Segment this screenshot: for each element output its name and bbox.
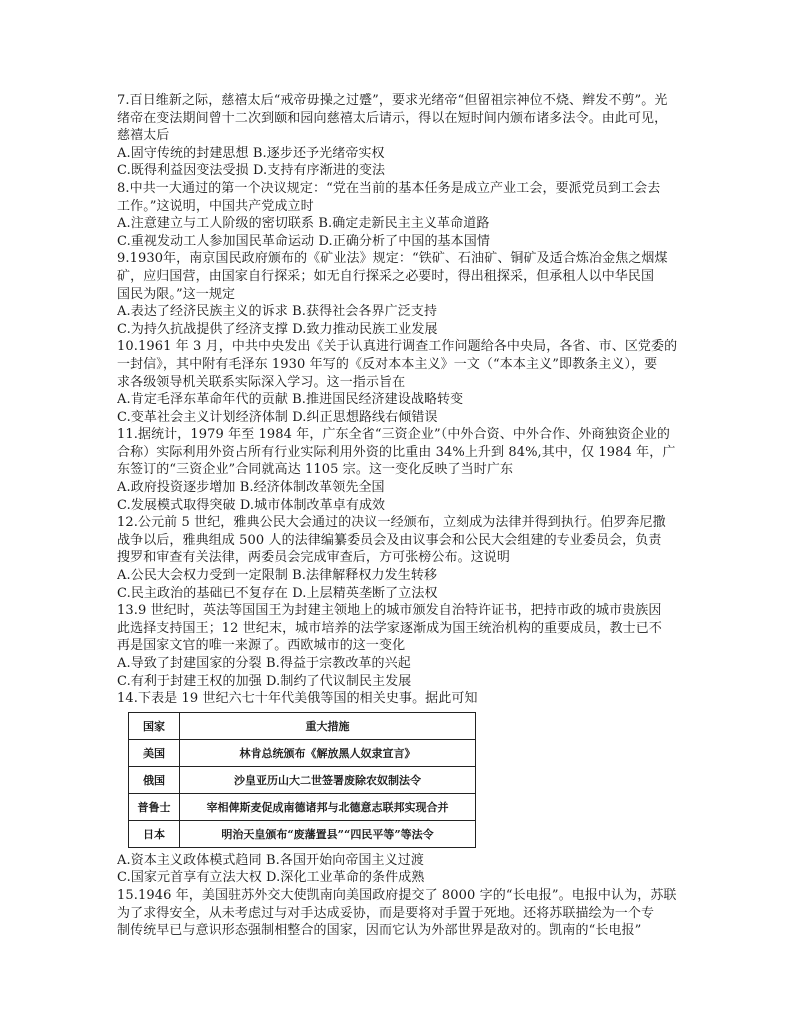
text-line: 9.1930年，南京国民政府颁布的《矿业法》规定：“铁矿、石油矿、铜矿及适合炼冶金焦之烟煤 bbox=[117, 251, 668, 267]
text-line: 14.下表是 19 世纪六七十年代美俄等国的相关史事。据此可知 bbox=[117, 691, 478, 707]
table-cell-measure: 宰相俾斯麦促成南德诸邦与北德意志联邦实现合并 bbox=[180, 793, 476, 820]
text-line: 国民为限。”这一规定 bbox=[117, 286, 236, 302]
table-cell-measure: 林肯总统颁布《解放黑人奴隶宣言》 bbox=[180, 739, 476, 766]
text-line: C.重视发动工人参加国民革命运动 D.正确分析了中国的基本国情 bbox=[117, 233, 490, 249]
questions-before-table bbox=[117, 92, 677, 708]
exam-page bbox=[117, 92, 677, 940]
text-line: 12.公元前 5 世纪，雅典公民大会通过的决议一经颁布，立刻成为法律并得到执行。伯罗奔尼撒 bbox=[117, 515, 666, 531]
text-line: C.有利于封建王权的加强 D.制约了代议制民主发展 bbox=[117, 673, 412, 689]
table-row bbox=[129, 820, 476, 847]
table-row bbox=[129, 766, 476, 793]
text-line: C.为持久抗战提供了经济支撑 D.致力推动民族工业发展 bbox=[117, 321, 438, 337]
text-line: 13.9 世纪时，英法等国国王为封建主领地上的城市颁发自治特许证书，把持市政的城市贵族因 bbox=[117, 603, 662, 619]
text-line: 15.1946 年，美国驻苏外交大使凯南向美国政府提交了 8000 字的“长电报”。电报中认为，苏联 bbox=[117, 887, 677, 903]
table-cell-country: 普鲁士 bbox=[129, 793, 180, 820]
text-line: 合称）实际利用外资占所有行业实际利用外资的比重由 34%上升到 84%,其中，仅 1984 年，广 bbox=[117, 444, 676, 460]
questions-after-table bbox=[117, 852, 677, 940]
table-cell-country: 日本 bbox=[129, 820, 180, 847]
text-line: C.既得利益因变法受损 D.支持有序渐进的变法 bbox=[117, 163, 386, 179]
text-line: 7.百日维新之际，慈禧太后“戒帝毋操之过蹙”，要求光绪帝“但留祖宗神位不烧、辫发不剪”。光 bbox=[117, 93, 668, 108]
text-line: 慈禧太后 bbox=[117, 128, 170, 144]
text-line: 10.1961 年 3 月，中共中央发出《关于认真进行调查工作问题给各中央局，各省、市、区党委的 bbox=[117, 339, 677, 355]
text-line: C.民主政治的基础已不复存在 D.上层精英垄断了立法权 bbox=[117, 585, 438, 601]
text-line: 一封信》，其中附有毛泽东 1930 年写的《反对本本主义》一文（“本本主义”即教条主义），要 bbox=[117, 356, 658, 372]
table-cell-country: 美国 bbox=[129, 739, 180, 766]
table-row bbox=[129, 793, 476, 820]
text-line: 再是国家文官的唯一来源了。西欧城市的这一变化 bbox=[117, 638, 406, 654]
text-line: C.变革社会主义计划经济体制 D.纠正思想路线右倾错误 bbox=[117, 409, 438, 425]
text-line: 此选择支持国王；12 世纪末，城市培养的法学家逐渐成为国王统治机构的重要成员，教士已不 bbox=[117, 620, 662, 636]
table-row bbox=[129, 739, 476, 766]
text-line: A.表达了经济民族主义的诉求 B.获得社会各界广泛支持 bbox=[117, 304, 438, 320]
text-line: A.肯定毛泽东革命年代的贡献 B.推进国民经济建设战略转变 bbox=[117, 392, 464, 408]
text-line: A.政府投资逐步增加 B.经济体制改革领先全国 bbox=[117, 480, 385, 496]
table-header-measure: 重大措施 bbox=[180, 712, 476, 739]
text-line: 为了求得安全，从未考虑过与对手达成妥协，而是要将对手置于死地。还将苏联描绘为一个专 bbox=[117, 905, 655, 921]
text-line: C.国家元首享有立法大权 D.深化工业革命的条件成熟 bbox=[117, 870, 425, 886]
table-header-row bbox=[129, 712, 476, 739]
text-line: 制传统早已与意识形态强制相整合的国家，因而它认为外部世界是敌对的。凯南的“长电报” bbox=[117, 923, 642, 939]
text-line: 工作。”这说明，中国共产党成立时 bbox=[117, 198, 314, 214]
history-table bbox=[128, 712, 476, 848]
text-line: 战争以后，雅典组成 500 人的法律编纂委员会及由议事会和公民大会组建的专业委员会，负责 bbox=[117, 532, 662, 548]
text-line: 8.中共一大通过的第一个决议规定：“党在当前的基本任务是成立产业工会，要派党员到工会去 bbox=[117, 180, 661, 196]
text-line: A.资本主义政体模式趋同 B.各国开始向帝国主义过渡 bbox=[117, 852, 424, 868]
text-line: A.注意建立与工人阶级的密切联系 B.确定走新民主主义革命道路 bbox=[117, 216, 490, 232]
table-header-country: 国家 bbox=[129, 712, 180, 739]
text-line: A.公民大会权力受到一定限制 B.法律解释权力发生转移 bbox=[117, 568, 438, 584]
table-cell-measure: 明治天皇颁布“废藩置县”“四民平等”等法令 bbox=[180, 820, 476, 847]
table-cell-country: 俄国 bbox=[129, 766, 180, 793]
text-line: 绪帝在变法期间曾十二次到颐和园向慈禧太后请示，得以在短时间内颁布诸多法令。由此可见， bbox=[117, 110, 668, 126]
text-line: 求各级领导机关联系实际深入学习。这一指示旨在 bbox=[117, 374, 406, 390]
text-line: 矿，应归国营，由国家自行探采；如无自行探采之必要时，得出租探采，但承租人以中华民国 bbox=[117, 268, 655, 284]
text-line: A.导致了封建国家的分裂 B.得益于宗教改革的兴起 bbox=[117, 656, 411, 671]
text-line: 东签订的“三资企业”合同就高达 1105 宗。这一变化反映了当时广东 bbox=[117, 462, 514, 478]
text-line: 搜罗和审查有关法律，两委员会完成审查后，方可张榜公布。这说明 bbox=[117, 550, 511, 566]
text-line: 11.据统计，1979 年至 1984 年，广东全省“三资企业”（中外合资、中外合作、外商独资企业的 bbox=[117, 427, 671, 443]
text-line: C.发展模式取得突破 D.城市体制改革卓有成效 bbox=[117, 497, 386, 513]
table-cell-measure: 沙皇亚历山大二世签署废除农奴制法令 bbox=[180, 766, 476, 793]
text-line: A.固守传统的封建思想 B.逐步还予光绪帝实权 bbox=[117, 145, 385, 161]
